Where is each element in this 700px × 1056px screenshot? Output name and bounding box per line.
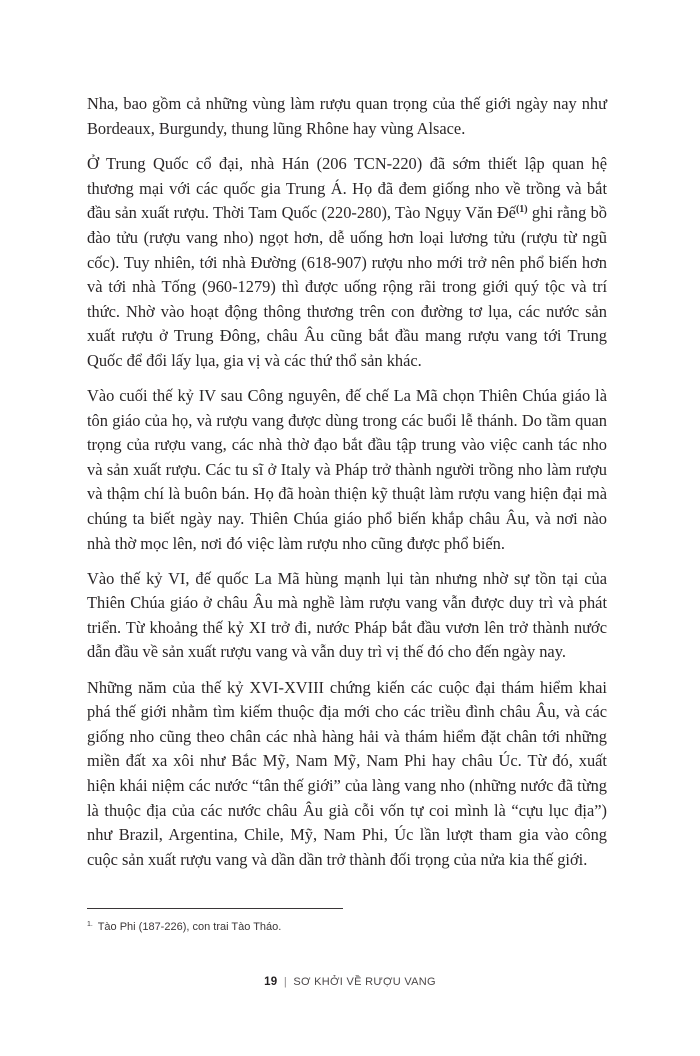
page-number: 19	[264, 976, 278, 988]
footnote-text: Tào Phi (187-226), con trai Tào Tháo.	[97, 921, 282, 933]
footer-separator: |	[283, 976, 288, 988]
footnote-mark: 1.	[87, 921, 93, 928]
footnote-divider	[87, 908, 343, 909]
running-title: SƠ KHỞI VỀ RƯỢU VANG	[293, 976, 436, 988]
paragraph-4: Vào thế kỷ VI, đế quốc La Mã hùng mạnh lụi tàn nhưng nhờ sự tồn tại của Thiên Chúa giáo ở châu Âu mà nghề làm rượu vang vẫn được duy trì và phát triển. Từ khoảng thế kỷ XI trở đi, nước Pháp bắt đầu vươn lên trở thành nước dẫn đầu về sản xuất rượu vang và vẫn duy trì vị thế đó cho đến ngày nay.	[87, 568, 607, 662]
paragraph-1: Nha, bao gồm cả những vùng làm rượu quan trọng của thế giới ngày nay như Bordeaux, Burgundy, thung lũng Rhône hay vùng Alsace.	[87, 94, 607, 138]
footnote-reference: (1)	[515, 204, 528, 216]
paragraph-3: Vào cuối thế kỷ IV sau Công nguyên, đế chế La Mã chọn Thiên Chúa giáo là tôn giáo của họ, và rượu vang được dùng trong các buổi lễ thánh. Do tầm quan trọng của rượu vang, các nhà thờ đạo bắt đầu tập trung vào việc canh tác nho và sản xuất rượu. Các tu sĩ ở Italy và Pháp trở thành người trồng nho làm rượu và thậm chí là buôn bán. Họ đã hoàn thiện kỹ thuật làm rượu vang hiện đại mà chúng ta biết ngày nay. Thiên Chúa giáo phổ biến khắp châu Âu, và nơi nào nhà thờ mọc lên, nơi đó việc làm rượu nho cũng được phổ biến.	[87, 386, 607, 553]
paragraph-2-text-b: ghi rằng bồ đào tửu (rượu vang nho) ngọt hơn, dễ uống hơn loại lương tửu (rượu từ ngũ cốc). Tuy nhiên, tới nhà Đường (618-907) rượu nho mới trở nên phổ biến hơn và tới nhà Tống (960-1279) thì được uống rộng rãi trong giới quý tộc và trí thức. Nhờ vào hoạt động thông thương trên con đường tơ lụa, các nước sản xuất rượu ở Trung Đông, châu Âu cũng bắt đầu mang rượu vang tới Trung Quốc để đổi lấy lụa, gia vị và các thứ thổ sản khác.	[87, 203, 607, 370]
paragraph-2-text-a: Ở Trung Quốc cổ đại, nhà Hán (206 TCN-220) đã sớm thiết lập quan hệ thương mại với các quốc gia Trung Á. Họ đã đem giống nho về trồng và bắt đầu sản xuất rượu. Thời Tam Quốc (220-280), Tào Ngụy Văn Đế	[87, 154, 607, 223]
paragraph-2	[87, 152, 607, 373]
main-text	[87, 92, 607, 883]
footnote	[87, 920, 281, 934]
paragraph-5: Những năm của thế kỷ XVI-XVIII chứng kiến các cuộc đại thám hiểm khai phá thế giới nhằm tìm kiếm thuộc địa mới cho các triều đình châu Âu, và các giống nho cũng theo chân các nhà hàng hải và thám hiểm đặt chân tới những miền đất xa xôi như Bắc Mỹ, Nam Mỹ, Nam Phi hay châu Úc. Từ đó, xuất hiện khái niệm các nước “tân thế giới” của làng vang nho (những nước đã từng là thuộc địa của các nước châu Âu già cỗi vốn tự coi mình là “cựu lục địa”) như Brazil, Argentina, Chile, Mỹ, Nam Phi, Úc lần lượt tham gia vào công cuộc sản xuất rượu vang và dần dần trở thành đối trọng của nửa kia thế giới.	[87, 677, 607, 869]
page-footer	[0, 975, 700, 989]
